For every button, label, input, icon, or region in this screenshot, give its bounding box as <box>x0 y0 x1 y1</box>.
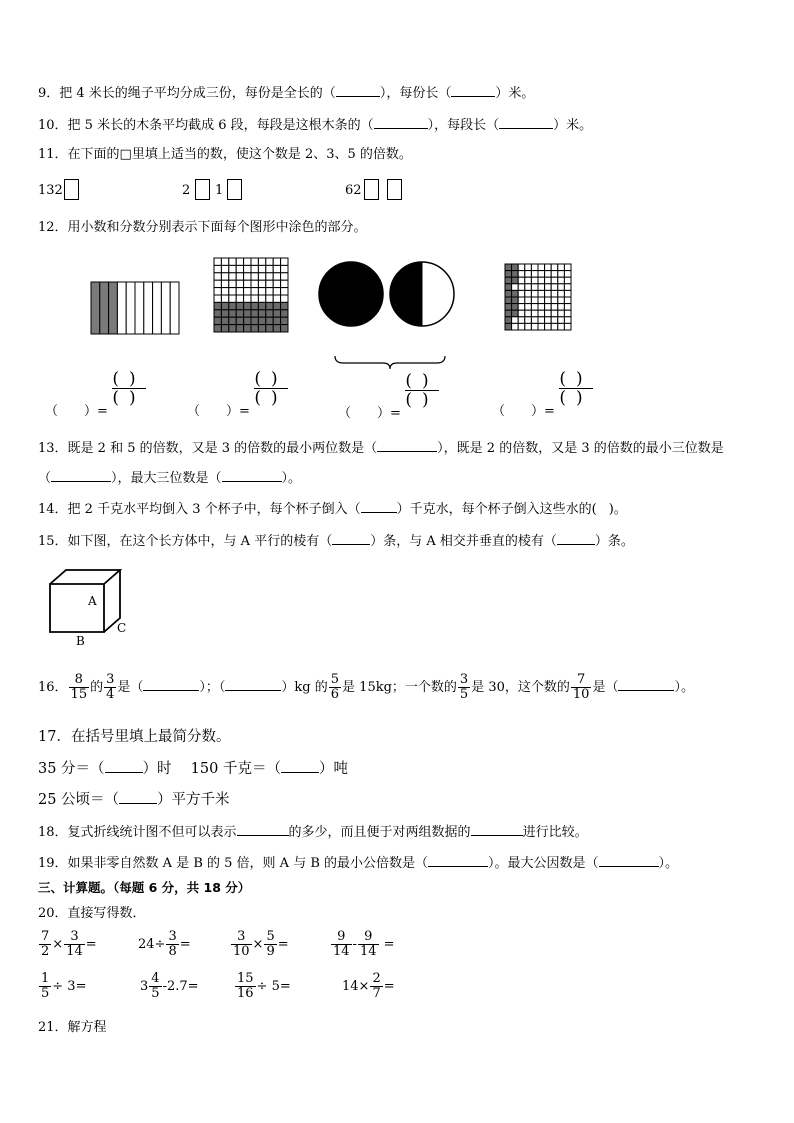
number-2: 2 <box>182 183 191 198</box>
label-b: B <box>76 634 85 648</box>
answer-3: （ ）= () () <box>338 371 439 421</box>
number-132: 132 <box>38 183 63 198</box>
section-3-heading: 三、计算题。（每题 6 分，共 18 分） <box>38 880 251 895</box>
partial-grid-figure <box>505 264 571 330</box>
expr-6: 3 $\frac{4}{5}$ -2.7= <box>140 971 199 1001</box>
expr-3: $\frac{3}{10}$ × $\frac{5}{9}$ = <box>233 929 289 959</box>
question-13-line-1: 13．既是 2 和 5 的倍数，又是 3 的倍数的最小两位数是（ ），既是 2 的倍数，又是 3 的倍数的最小三位数是 <box>38 441 724 456</box>
question-15: 15．如下图，在这个长方体中，与 A 平行的棱有（ ）条，与 A 相交并垂直的棱有（ ）条。 <box>38 534 634 549</box>
answer-blank[interactable] <box>471 823 523 836</box>
expr-5: $\frac{1}{5}$ ÷ 3= <box>41 971 87 1001</box>
digit-box[interactable] <box>387 179 402 200</box>
number-62: 62 <box>345 183 362 198</box>
answer-blank[interactable] <box>281 760 319 773</box>
answer-blank[interactable] <box>557 532 595 545</box>
answer-blank[interactable] <box>222 469 282 482</box>
question-9: 9．把 4 米长的绳子平均分成三份，每份是全长的（ ），每份长（ ）米。 <box>38 86 535 101</box>
label-a: A <box>88 594 97 608</box>
digit-box[interactable] <box>195 179 210 200</box>
digit-box[interactable] <box>64 179 79 200</box>
answer-blank[interactable] <box>225 678 281 691</box>
answer-blank[interactable] <box>336 84 380 97</box>
answer-blank[interactable] <box>618 678 674 691</box>
answer-blank[interactable] <box>361 500 397 513</box>
answer-blank[interactable] <box>377 439 437 452</box>
question-14: 14．把 2 千克水平均倒入 3 个杯子中，每个杯子倒入（ ）千克水，每个杯子倒入这些水的( )。 <box>38 502 627 517</box>
expr-8: 14× $\frac{2}{7}$ = <box>342 971 395 1001</box>
expr-7: $\frac{15}{16}$ ÷ 5= <box>237 971 291 1001</box>
question-12: 12．用小数和分数分别表示下面每个图形中涂色的部分。 <box>38 220 367 235</box>
fraction-blank[interactable]: () () <box>254 369 288 408</box>
question-11: 11．在下面的□里填上适当的数，使这个数是 2、3、5 的倍数。 <box>38 147 412 162</box>
fraction-blank[interactable]: () () <box>405 371 439 410</box>
striped-rectangle-figure <box>91 282 179 334</box>
answer-1: （ ）= () () <box>45 369 146 419</box>
expr-1: $\frac{7}{2}$ × $\frac{3}{14}$ = <box>41 929 97 959</box>
answer-2: （ ）= () () <box>187 369 288 419</box>
answer-blank[interactable] <box>332 532 370 545</box>
number-1: 1 <box>215 183 224 198</box>
answer-4: （ ）= () () <box>492 369 593 419</box>
answer-blank[interactable] <box>51 469 111 482</box>
question-19: 19．如果非零自然数 A 是 B 的 5 倍，则 A 与 B 的最小公倍数是（ ）。最大公因数是（ ）。 <box>38 856 679 871</box>
question-17-line-1: 35 分＝（ ）时 150 千克＝（ ）吨 <box>38 761 348 777</box>
answer-blank[interactable] <box>105 760 143 773</box>
answer-blank[interactable] <box>428 854 488 867</box>
label-c: C <box>117 621 127 635</box>
question-20-title: 20．直接写得数． <box>38 906 146 921</box>
fraction-blank[interactable]: () () <box>559 369 593 408</box>
hundred-grid-figure <box>214 258 288 332</box>
answer-blank[interactable] <box>451 84 495 97</box>
circles-figure <box>319 262 454 326</box>
question-21: 21．解方程 <box>38 1020 107 1035</box>
fraction-blank[interactable]: () () <box>112 369 146 408</box>
question-16: 16． $\frac{8}{15}$ 的 $\frac{3}{4}$ 是（ ）；（ ）kg 的 $\frac{5}{6}$ 是 15kg；一个数的 $\frac{3}{5}$ 是 30，这个数的 $\frac{7}{10}$ 是（ ）。 <box>38 672 694 702</box>
question-10: 10．把 5 米长的木条平均截成 6 段，每段是这根木条的（ ），每段长（ ）米。 <box>38 118 593 133</box>
digit-box[interactable] <box>364 179 379 200</box>
question-17-line-2: 25 公顷＝（ ）平方千米 <box>38 792 230 808</box>
expr-2: 24÷ $\frac{3}{8}$ = <box>138 929 191 959</box>
answer-blank[interactable] <box>599 854 659 867</box>
answer-blank[interactable] <box>374 116 428 129</box>
answer-blank[interactable] <box>597 501 609 513</box>
question-13-line-2: （ ），最大三位数是（ ）。 <box>38 471 302 486</box>
answer-blank[interactable] <box>143 678 199 691</box>
digit-box[interactable] <box>227 179 242 200</box>
answer-blank[interactable] <box>499 116 553 129</box>
question-18: 18．复式折线统计图不但可以表示 的多少，而且便于对两组数据的 进行比较。 <box>38 825 588 840</box>
expr-4: $\frac{9}{14}$ - $\frac{9}{14}$ = <box>333 929 395 959</box>
brace <box>333 354 447 370</box>
question-17-title: 17．在括号里填上最简分数。 <box>38 729 231 745</box>
answer-blank[interactable] <box>119 791 157 804</box>
answer-blank[interactable] <box>237 823 289 836</box>
